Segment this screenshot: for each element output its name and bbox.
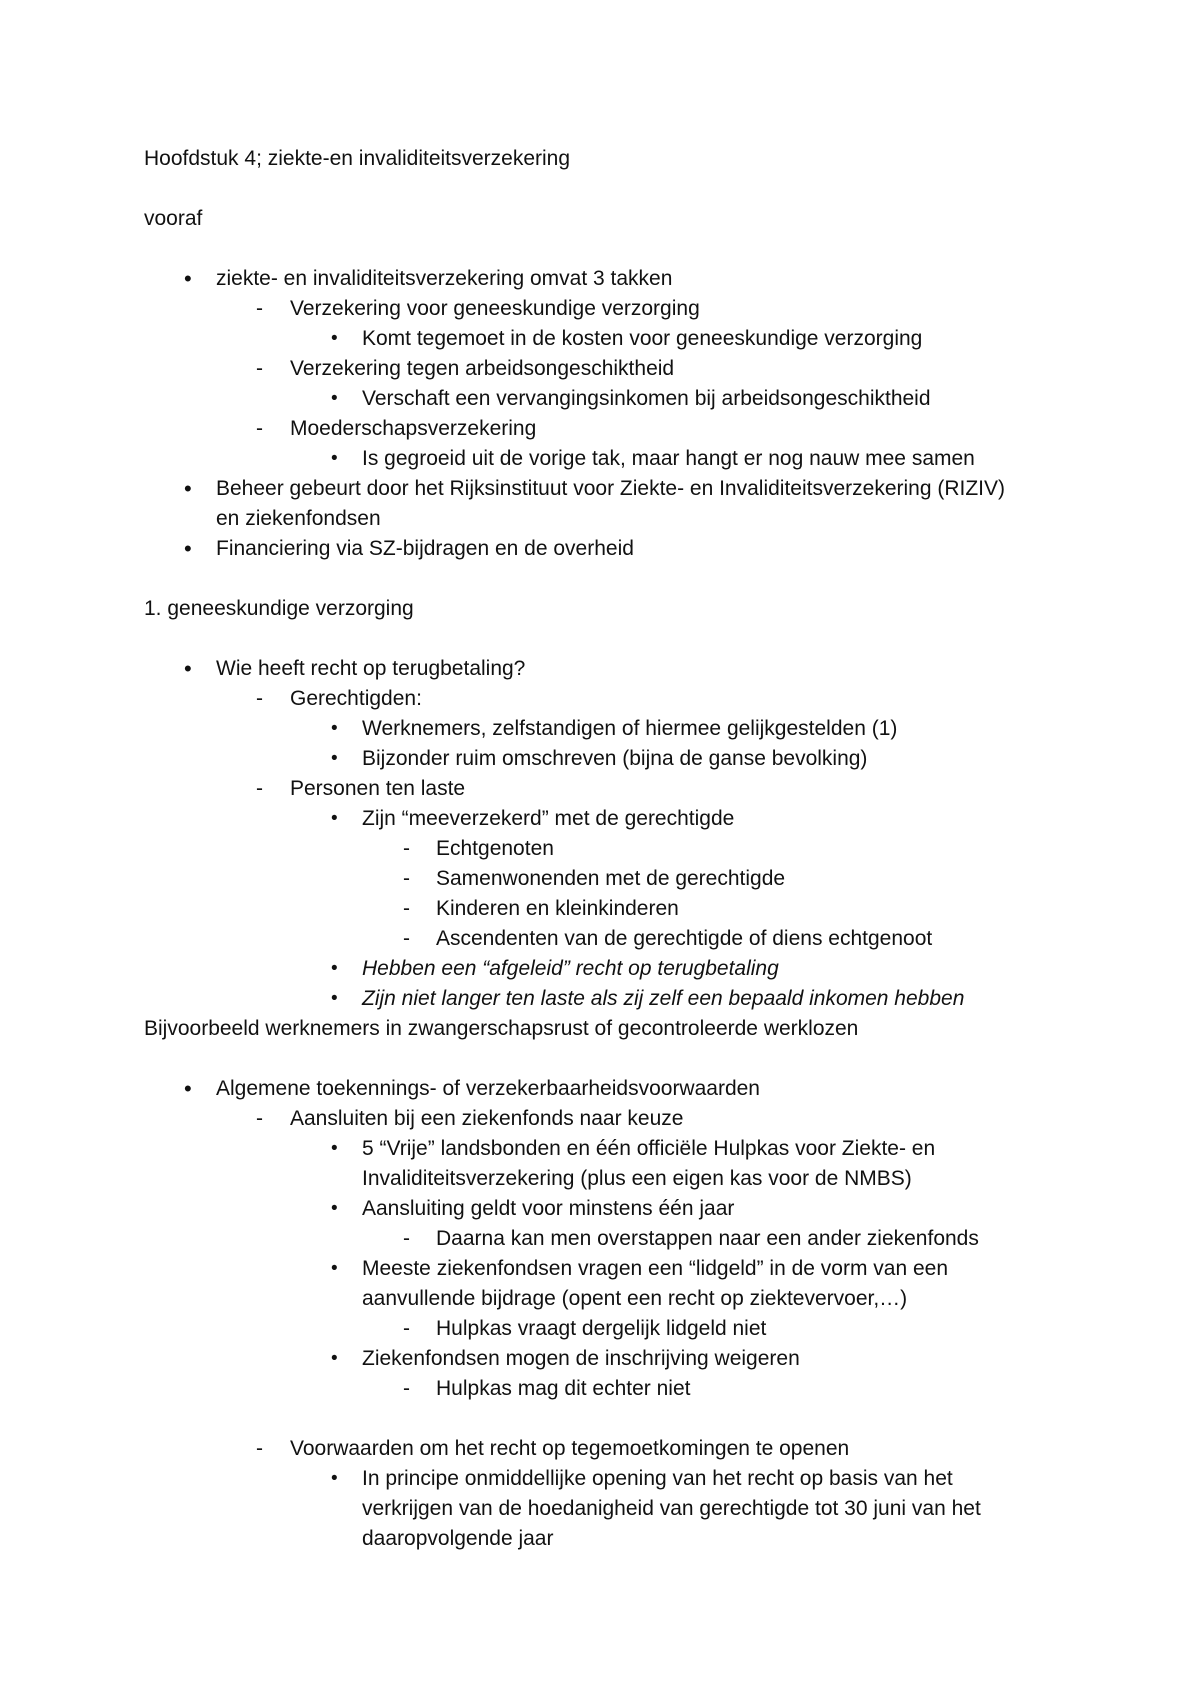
- list-item-text: daaropvolgende jaar: [362, 1527, 554, 1550]
- list-item-text: Voorwaarden om het recht op tegemoetkomingen te openen: [290, 1437, 850, 1460]
- list-item-text: Verzekering voor geneeskundige verzorging: [290, 297, 700, 320]
- list-item-text: Beheer gebeurt door het Rijksinstituut voor Ziekte- en Invaliditeitsverzekering (RIZIV): [216, 477, 1006, 500]
- list-item-text: Wie heeft recht op terugbetaling?: [216, 657, 526, 680]
- dash-marker: -: [256, 357, 263, 380]
- list-item-text: Ascendenten van de gerechtigde of diens echtgenoot: [436, 927, 933, 950]
- dash-marker: -: [403, 1377, 410, 1400]
- list-item-text: Aansluiten bij een ziekenfonds naar keuze: [290, 1107, 684, 1130]
- bullet-marker: •: [184, 1076, 192, 1101]
- bullet-marker: •: [331, 388, 338, 409]
- section-heading-1-text: 1. geneeskundige verzorging: [144, 597, 414, 620]
- bullet-marker: •: [184, 536, 192, 561]
- dash-marker: -: [403, 897, 410, 920]
- bullet-marker: •: [184, 656, 192, 681]
- dash-marker: -: [403, 837, 410, 860]
- dash-marker: -: [403, 927, 410, 950]
- bullet-marker: •: [331, 748, 338, 769]
- list-item-text: Gerechtigden:: [290, 687, 422, 710]
- bullet-marker: •: [331, 1348, 338, 1369]
- bullet-marker: •: [331, 988, 338, 1009]
- bullet-marker: •: [331, 328, 338, 349]
- list-item-text: Financiering via SZ-bijdragen en de overheid: [216, 537, 634, 560]
- list-item-text: Invaliditeitsverzekering (plus een eigen kas voor de NMBS): [362, 1167, 912, 1190]
- dash-marker: -: [256, 687, 263, 710]
- list-item-text: Ziekenfondsen mogen de inschrijving weigeren: [362, 1347, 800, 1370]
- dash-marker: -: [403, 867, 410, 890]
- bullet-marker: •: [331, 1258, 338, 1279]
- list-item-text: 5 “Vrije” landsbonden en één officiële Hulpkas voor Ziekte- en: [362, 1137, 936, 1160]
- section-heading-vooraf-text: vooraf: [144, 207, 203, 230]
- list-item-text: Komt tegemoet in de kosten voor geneeskundige verzorging: [362, 327, 923, 350]
- list-item-text: Daarna kan men overstappen naar een ander ziekenfonds: [436, 1227, 979, 1250]
- list-item-text: Zijn “meeverzekerd” met de gerechtigde: [362, 807, 735, 830]
- bullet-marker: •: [331, 808, 338, 829]
- bullet-marker: •: [331, 1468, 338, 1489]
- list-item-text: verkrijgen van de hoedanigheid van gerechtigde tot 30 juni van het: [362, 1497, 981, 1520]
- dash-marker: -: [403, 1227, 410, 1250]
- list-item-text: Personen ten laste: [290, 777, 466, 800]
- bullet-marker: •: [184, 266, 192, 291]
- dash-marker: -: [256, 777, 263, 800]
- list-item-text: Verschaft een vervangingsinkomen bij arbeidsongeschiktheid: [362, 387, 931, 410]
- bullet-marker: •: [331, 448, 338, 469]
- dash-marker: -: [256, 297, 263, 320]
- dash-marker: -: [256, 1107, 263, 1130]
- paragraph-text: Bijvoorbeeld werknemers in zwangerschapsrust of gecontroleerde werklozen: [144, 1017, 859, 1040]
- bullet-marker: •: [331, 1138, 338, 1159]
- dash-marker: -: [256, 417, 263, 440]
- list-item-text: Kinderen en kleinkinderen: [436, 897, 679, 920]
- list-item-text: Aansluiting geldt voor minstens één jaar: [362, 1197, 735, 1220]
- bullet-marker: •: [184, 476, 192, 501]
- list-item-text: Bijzonder ruim omschreven (bijna de ganse bevolking): [362, 747, 868, 770]
- bullet-marker: •: [331, 1198, 338, 1219]
- bullet-marker: •: [331, 718, 338, 739]
- list-item-text: Algemene toekennings- of verzekerbaarheidsvoorwaarden: [216, 1077, 760, 1100]
- bullet-marker: •: [331, 958, 338, 979]
- list-item-text: Verzekering tegen arbeidsongeschiktheid: [290, 357, 675, 380]
- list-item-text: In principe onmiddellijke opening van het recht op basis van het: [362, 1467, 953, 1490]
- dash-marker: -: [256, 1437, 263, 1460]
- list-item-text: Meeste ziekenfondsen vragen een “lidgeld” in de vorm van een: [362, 1257, 949, 1280]
- list-item-text: Hulpkas mag dit echter niet: [436, 1377, 691, 1400]
- list-item-text: Hulpkas vraagt dergelijk lidgeld niet: [436, 1317, 767, 1340]
- list-item-text: Hebben een “afgeleid” recht op terugbetaling: [362, 957, 779, 980]
- list-item-text: en ziekenfondsen: [216, 507, 381, 530]
- list-item-text: Werknemers, zelfstandigen of hiermee gelijkgestelden (1): [362, 717, 898, 740]
- list-item-text: Zijn niet langer ten laste als zij zelf een bepaald inkomen hebben: [362, 987, 965, 1010]
- document-title-text: Hoofdstuk 4; ziekte-en invaliditeitsverzekering: [144, 147, 571, 170]
- list-item-text: ziekte- en invaliditeitsverzekering omvat 3 takken: [216, 267, 673, 290]
- dash-marker: -: [403, 1317, 410, 1340]
- list-item-text: Echtgenoten: [436, 837, 554, 860]
- list-item-text: Is gegroeid uit de vorige tak, maar hangt er nog nauw mee samen: [362, 447, 975, 470]
- list-item-text: aanvullende bijdrage (opent een recht op ziektevervoer,…): [362, 1287, 908, 1310]
- list-item-text: Moederschapsverzekering: [290, 417, 537, 440]
- list-item-text: Samenwonenden met de gerechtigde: [436, 867, 786, 890]
